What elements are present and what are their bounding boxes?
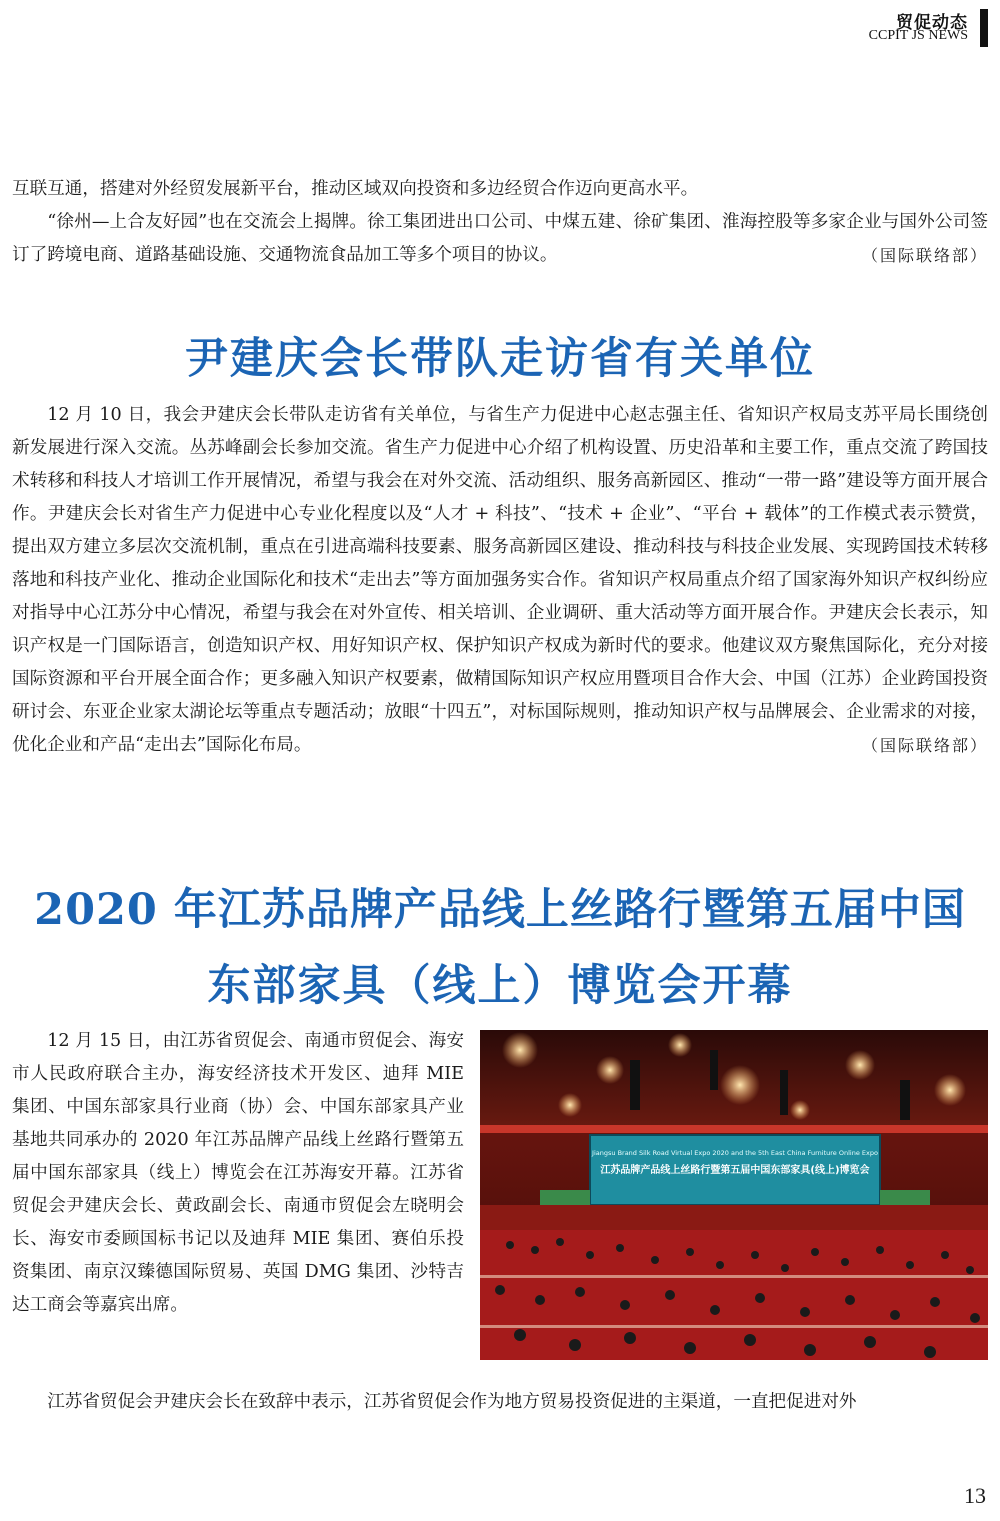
article-body (12, 399, 988, 762)
article-title: 尹建庆会长带队走访省有关单位 (185, 334, 815, 384)
article-title-line-1: 2020 年江苏品牌产品线上丝路行暨第五届中国 (34, 885, 966, 935)
paragraph: 江苏省贸促会尹建庆会长在致辞中表示，江苏省贸促会作为地方贸易投资促进的主渠道，一直把促进对外 (47, 1392, 857, 1412)
page-number: 13 (964, 1483, 986, 1508)
section-title: 贸促动态 (896, 13, 968, 33)
paragraph: 互联互通，搭建对外经贸发展新平台，推动区域双向投资和多边经贸合作迈向更高水平。 (12, 179, 699, 199)
source-note: （国际联络部） (861, 246, 988, 265)
article-continued-text (12, 1386, 988, 1419)
source-note: （国际联络部） (861, 736, 988, 755)
header-accent-bar (980, 9, 988, 47)
paragraph-text: 12 月 10 日，我会尹建庆会长带队走访省有关单位，与省生产力促进中心赵志强主任、省知识产权局支苏平局长围绕创新发展进行深入交流。丛苏峰副会长参加交流。省生产力促进中心介绍了机构设置、历史沿革和主要工作，重点交流了跨国技术转移和科技人才培训工作开展情况，希望与我会在对外交流、活动组织、服务高新园区、推动“一带一路”建设等方面开展合作。尹建庆会长对省生产力促进中心专业化程度以及“人才 + 科技”、“技术 + 企业”、“平台 + 载体”的工作模式表示赞赏，提出双方建立多层次交流机制，重点在引进高端科技要素、服务高新园区建设、推动科技与科技企业发展、实现跨国技术转移落地和科技产业化、推动企业国际化和技术“走出去”等方面加强务实合作。省知识产权局重点介绍了国家海外知识产权纠纷应对指导中心江苏分中心情况，希望与我会在对外宣传、相关培训、企业调研、重大活动等方面开展合作。尹建庆会长表示，知识产权是一门国际语言，创造知识产权、用好知识产权、保护知识产权成为新时代的要求。他建议双方聚焦国际化，充分对接国际资源和平台开展全面合作；更多融入知识产权要素，做精国际知识产权应用暨项目合作大会、中国（江苏）企业跨国投资研讨会、东亚企业家太湖论坛等重点专题活动；放眼“十四五”，对标国际规则，推动知识产权与品牌展会、企业需求的对接，优化企业和产品“走出去”国际化布局。 (12, 405, 988, 755)
event-photo (480, 1030, 988, 1360)
paragraph (12, 399, 988, 762)
screen-caption-cn: 江苏品牌产品线上丝路行暨第五届中国东部家具(线上)博览会 (600, 1165, 870, 1176)
article-continuation (12, 173, 988, 272)
screen-caption-en: Jiangsu Brand Silk Road Virtual Expo 2020 and the 5th East China Furniture Online Expo (592, 1149, 878, 1157)
paragraph: 12 月 15 日，由江苏省贸促会、南通市贸促会、海安市人民政府联合主办，海安经济技术开发区、迪拜 MIE 集团、中国东部家具行业商（协）会、中国东部家具产业基地共同承办的 2020 年江苏品牌产品线上丝路行暨第五届中国东部家具（线上）博览会在江苏海安开幕。江苏省贸促会尹建庆会长、黄政副会长、南通市贸促会左晓明会长、海安市委顾国标书记以及迪拜 MIE 集团、赛伯乐投资集团、南京汉臻德国际贸易、英国 DMG 集团、沙特吉达工商会等嘉宾出席。 (12, 1031, 464, 1315)
paragraph (12, 206, 988, 272)
section-title-en: CCPIT JS NEWS (868, 28, 968, 43)
paragraph-text: “徐州—上合友好园”也在交流会上揭牌。徐工集团进出口公司、中煤五建、徐矿集团、淮海控股等多家企业与国外公司签订了跨境电商、道路基础设施、交通物流食品加工等多个项目的协议。 (12, 212, 988, 265)
article-title-line-2: 东部家具（线上）博览会开幕 (207, 961, 793, 1011)
page-header (688, 6, 988, 46)
article-body (12, 1025, 464, 1322)
